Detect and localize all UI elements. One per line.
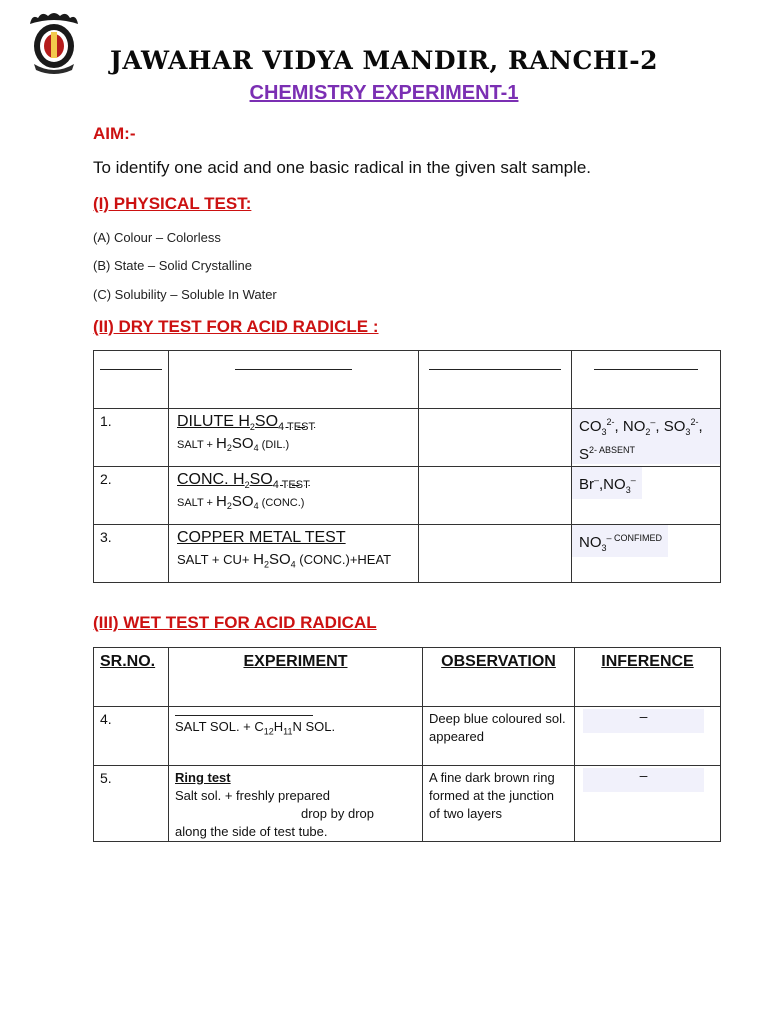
dry-header-blank-1 [94, 351, 169, 409]
wet-inference-cell-5 [575, 766, 721, 842]
wet-experiment-4: SALT SOL. + $C_{12}H_{11}N$ SOL. [175, 719, 336, 737]
wet-inference-4: – [583, 709, 704, 733]
physical-item-state: (B) State – Solid Crystalline [93, 258, 252, 273]
dry-test-heading-text: (II) DRY TEST FOR ACID RADICLE : [93, 317, 379, 336]
table-row [94, 766, 721, 842]
dry-reagent-3: SALT + $CU+ H_2SO_4$ (CONC.)+HEAT [177, 551, 392, 570]
dry-header-blank-2 [169, 351, 419, 409]
wet-inference-cell-4 [575, 707, 721, 766]
dry-sr-2: 2. [94, 467, 169, 525]
dry-test-cell-3 [169, 525, 419, 583]
dry-observation-2 [419, 467, 572, 525]
physical-item-colour: (A) Colour – Colorless [93, 230, 221, 245]
wet-test-heading [93, 613, 377, 633]
dry-inference-cell-1 [572, 409, 721, 467]
column-header-inference: INFERENCE [575, 648, 721, 707]
ring-test-label: Ring test [175, 770, 231, 785]
dry-test-heading [93, 317, 379, 337]
dry-test-cell-1 [169, 409, 419, 467]
dry-sr-3: 3. [94, 525, 169, 583]
dry-test-cell-2 [169, 467, 419, 525]
table-row [94, 467, 721, 525]
column-header-experiment: EXPERIMENT [169, 648, 423, 707]
physical-test-heading [93, 194, 251, 214]
physical-item-solubility: (C) Solubility – Soluble In Water [93, 287, 277, 302]
wet-sr-5: 5. [94, 766, 169, 842]
experiment-title [0, 82, 768, 105]
wet-experiment-5: Ring test Salt sol. + freshly prepared drop by drop along the side of test tube. [175, 770, 374, 839]
wet-table-header-row [94, 648, 721, 707]
wet-observation-cell-5 [423, 766, 575, 842]
dry-inference-2: $Br^-,NO_3^-$ [572, 467, 642, 499]
table-row [94, 707, 721, 766]
dry-header-blank-4 [572, 351, 721, 409]
wet-test-heading-text: (III) WET TEST FOR ACID RADICAL [93, 613, 377, 632]
experiment-title-text: CHEMISTRY EXPERIMENT-1 [249, 82, 519, 104]
dry-inference-cell-3 [572, 525, 721, 583]
wet-test-table [93, 647, 721, 842]
wet-observation-5: A fine dark brown ring formed at the junction of two layers [429, 770, 555, 821]
wet-experiment-cell-5 [169, 766, 423, 842]
dry-sr-1: 1. [94, 409, 169, 467]
table-row [94, 525, 721, 583]
physical-test-heading-text: (I) PHYSICAL TEST: [93, 194, 252, 213]
table-row [94, 409, 721, 467]
dry-reagent-2: SALT + $H_2SO_4$ (CONC.) [177, 493, 305, 512]
aim-text: To identify one acid and one basic radical in the given salt sample. [93, 158, 592, 177]
dry-inference-cell-2 [572, 467, 721, 525]
column-header-observation: OBSERVATION [423, 648, 575, 707]
dry-test-name-1: DILUTE $H_2SO_{4 TEST}$ [177, 413, 316, 434]
dry-test-name-3: COPPER METAL TEST [177, 529, 346, 546]
wet-sr-4: 4. [94, 707, 169, 766]
dry-table-header-row [94, 351, 721, 409]
dry-test-name-2: CONC. $H_2SO_{4 TEST}$ [177, 471, 310, 492]
dry-inference-3: $NO_3^{- CONFIMED}$ [572, 525, 668, 557]
dry-header-blank-3 [419, 351, 572, 409]
wet-observation-cell-4 [423, 707, 575, 766]
wet-inference-5: – [583, 768, 704, 792]
aim-heading: AIM:- [93, 124, 136, 143]
dry-observation-1 [419, 409, 572, 467]
dry-test-table [93, 350, 721, 583]
dry-inference-1: $CO_3^{2-}$, $NO_2^-$, $SO_3^{2-}$, $S^{2- ABSENT}$ [572, 409, 720, 464]
dry-observation-3 [419, 525, 572, 583]
column-header-srno: SR.NO. [94, 648, 169, 707]
dry-reagent-1: SALT + $H_2SO_4$ (DIL.) [177, 435, 290, 454]
school-name: JAWAHAR VIDYA MANDIR, RANCHI-2 [110, 46, 658, 75]
wet-experiment-cell-4 [169, 707, 423, 766]
wet-observation-4: Deep blue coloured sol. appeared [429, 711, 566, 744]
